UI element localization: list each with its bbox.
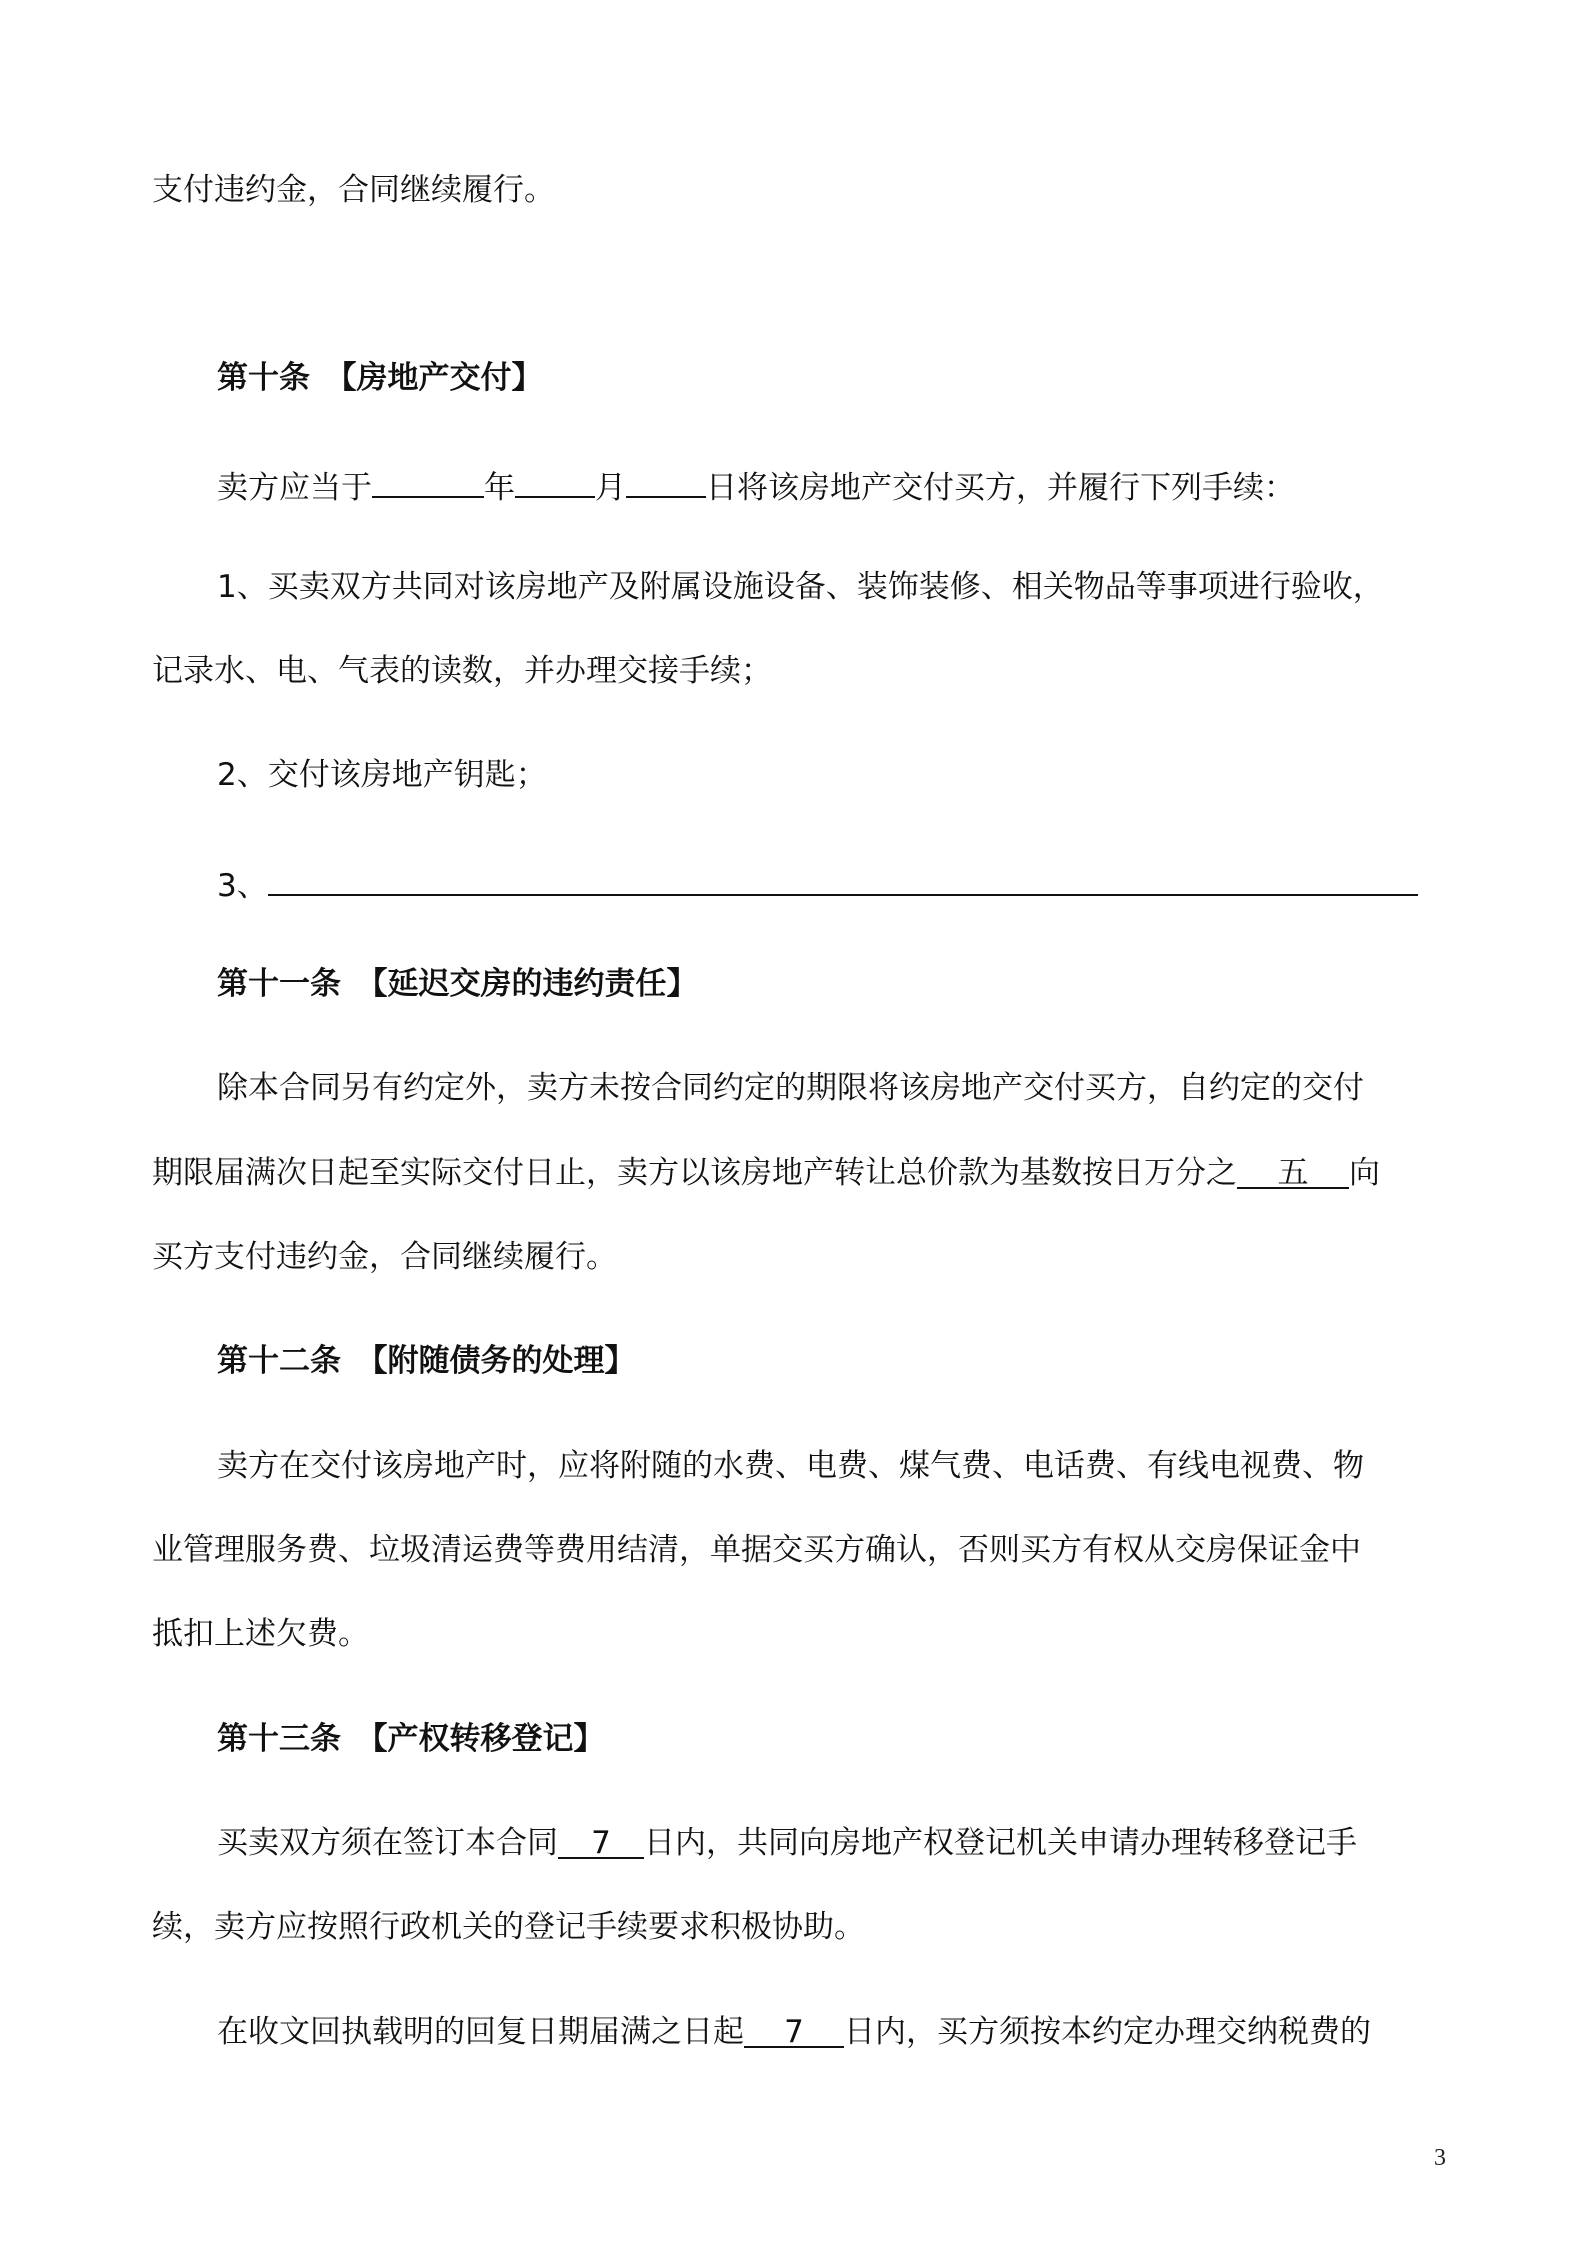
article-10-heading: 第十条 【房地产交付】 bbox=[217, 360, 543, 396]
paragraph-line: 支付违约金，合同继续履行。 bbox=[152, 172, 555, 208]
tax-days-line: 在收文回执载明的回复日期届满之日起 7 日内，买方须按本约定办理交纳税费的 bbox=[217, 2014, 1371, 2050]
paragraph-line: 卖方在交付该房地产时，应将附随的水费、电费、煤气费、电话费、有线电视费、物 bbox=[217, 1448, 1364, 1484]
day-blank[interactable] bbox=[626, 462, 706, 498]
list-item-1-cont: 记录水、电、气表的读数，并办理交接手续； bbox=[152, 653, 772, 689]
list-item-2: 2、交付该房地产钥匙； bbox=[217, 757, 547, 793]
registration-days-line: 买卖双方须在签订本合同 7 日内，共同向房地产权登记机关申请办理转移登记手 bbox=[217, 1825, 1357, 1861]
list-item-3: 3、 bbox=[217, 860, 1418, 906]
penalty-rate-line: 期限届满次日起至实际交付日止，卖方以该房地产转让总价款为基数按日万分之 五 向 bbox=[152, 1155, 1380, 1191]
page-number: 3 bbox=[1434, 2145, 1446, 2171]
tax-days-blank[interactable]: 7 bbox=[744, 2012, 844, 2048]
paragraph-line: 业管理服务费、垃圾清运费等费用结清，单据交买方确认，否则买方有权从交房保证金中 bbox=[152, 1532, 1361, 1568]
delivery-date-line: 卖方应当于 年 月 日将该房地产交付买方，并履行下列手续： bbox=[217, 462, 1295, 508]
paragraph-line: 买方支付违约金，合同继续履行。 bbox=[152, 1239, 617, 1275]
item-3-blank[interactable] bbox=[268, 860, 1418, 896]
registration-days-blank[interactable]: 7 bbox=[558, 1823, 644, 1859]
paragraph-line: 除本合同另有约定外，卖方未按合同约定的期限将该房地产交付买方，自约定的交付 bbox=[217, 1070, 1364, 1106]
paragraph-line: 续，卖方应按照行政机关的登记手续要求积极协助。 bbox=[152, 1909, 865, 1945]
paragraph-line: 抵扣上述欠费。 bbox=[152, 1616, 369, 1652]
article-13-heading: 第十三条 【产权转移登记】 bbox=[217, 1721, 605, 1757]
month-blank[interactable] bbox=[515, 462, 595, 498]
list-item-1: 1、买卖双方共同对该房地产及附属设施设备、装饰装修、相关物品等事项进行验收， bbox=[217, 569, 1384, 605]
year-blank[interactable] bbox=[372, 462, 484, 498]
penalty-rate-blank[interactable]: 五 bbox=[1237, 1153, 1349, 1189]
article-12-heading: 第十二条 【附随债务的处理】 bbox=[217, 1343, 636, 1379]
article-11-heading: 第十一条 【延迟交房的违约责任】 bbox=[217, 966, 698, 1002]
